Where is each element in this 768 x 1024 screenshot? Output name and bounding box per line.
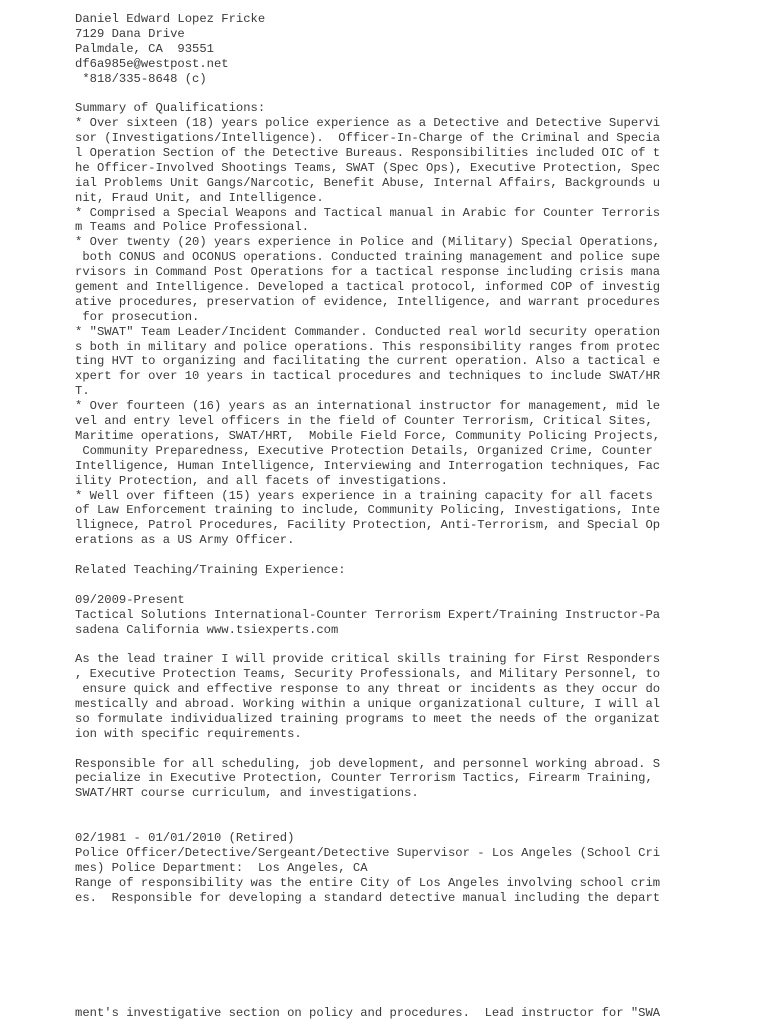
job2-line: mes) Police Department: Los Angeles, CA [75, 860, 368, 875]
summary-heading: Summary of Qualifications: [75, 101, 266, 116]
job1-title: Tactical Solutions International-Counter Terrorism Expert/Training Instructor-Pa [75, 607, 661, 622]
contact-name: Daniel Edward Lopez Fricke [75, 12, 266, 26]
job1-description: As the lead trainer I will provide critical skills training for First Responders [75, 652, 661, 667]
summary-line: * "SWAT" Team Leader/Incident Commander. Conducted real world security operation [75, 324, 661, 339]
summary-section [75, 101, 755, 548]
job1-responsibilities: Responsible for all scheduling, job development, and personnel working abroad. S [75, 756, 661, 771]
job2-line: Range of responsibility was the entire City of Los Angeles involving school crim [75, 875, 661, 890]
teaching-section [75, 563, 755, 905]
summary-line: ting HVT to organizing and facilitating the current operation. Also a tactical e [75, 354, 661, 369]
teaching-heading: Related Teaching/Training Experience: [75, 562, 346, 577]
spacer [75, 637, 755, 652]
job1-responsibilities: pecialize in Executive Protection, Counter Terrorism Tactics, Firearm Training, [75, 771, 653, 786]
summary-line: he Officer-Involved Shootings Teams, SWAT (Spec Ops), Executive Protection, Spec [75, 160, 661, 175]
summary-line: s both in military and police operations. This responsibility ranges from protec [75, 339, 661, 354]
page-footer-line: ment's investigative section on policy and procedures. Lead instructor for "SWA [75, 1006, 661, 1020]
spacer [75, 86, 755, 101]
summary-line: xpert for over 10 years in tactical procedures and techniques to include SWAT/HR [75, 369, 661, 384]
contact-email: df6a985e@westpost.net [75, 56, 229, 71]
summary-line: ility Protection, and all facets of investigations. [75, 473, 448, 488]
summary-line: for prosecution. [75, 309, 200, 324]
spacer [75, 801, 755, 816]
summary-line: m Teams and Police Professional. [75, 220, 310, 235]
summary-line: of Law Enforcement training to include, Community Policing, Investigations, Inte [75, 503, 661, 518]
summary-line: T. [75, 384, 90, 399]
job1-description: ensure quick and effective response to any threat or incidents as they occur do [75, 682, 661, 697]
job1-title: sadena California www.tsiexperts.com [75, 622, 339, 637]
summary-line: llignece, Patrol Procedures, Facility Protection, Anti-Terrorism, and Special Op [75, 518, 661, 533]
summary-line: vel and entry level officers in the field of Counter Terrorism, Critical Sites, [75, 414, 653, 429]
summary-line: ative procedures, preservation of evidence, Intelligence, and warrant procedures [75, 294, 661, 309]
summary-line: nit, Fraud Unit, and Intelligence. [75, 190, 324, 205]
contact-city: Palmdale, CA 93551 [75, 41, 214, 56]
job2-line: Police Officer/Detective/Sergeant/Detective Supervisor - Los Angeles (School Cri [75, 845, 661, 860]
job1-description: mestically and abroad. Working within a unique organizational culture, I will al [75, 696, 661, 711]
summary-line: Maritime operations, SWAT/HRT, Mobile Field Force, Community Policing Projects, [75, 428, 661, 443]
resume-document [75, 12, 755, 905]
summary-line: * Over sixteen (18) years police experience as a Detective and Detective Supervi [75, 116, 661, 131]
summary-line: Intelligence, Human Intelligence, Interviewing and Interrogation techniques, Fac [75, 458, 661, 473]
spacer [75, 742, 755, 757]
job1-responsibilities: SWAT/HRT course curriculum, and investigations. [75, 786, 419, 801]
job2-line: es. Responsible for developing a standard detective manual including the depart [75, 890, 661, 905]
job1-dates: 09/2009-Present [75, 592, 185, 607]
summary-line: gement and Intelligence. Developed a tactical protocol, informed COP of investig [75, 280, 661, 295]
contact-street: 7129 Dana Drive [75, 26, 185, 41]
summary-line: both CONUS and OCONUS operations. Conducted training management and police supe [75, 250, 661, 265]
job1-description: ion with specific requirements. [75, 726, 302, 741]
contact-phone: *818/335-8648 (c) [75, 71, 207, 86]
contact-block [75, 12, 755, 86]
spacer [75, 548, 755, 563]
summary-line: * Over fourteen (16) years as an international instructor for management, mid le [75, 399, 661, 414]
job1-description: so formulate individualized training programs to meet the needs of the organizat [75, 711, 661, 726]
summary-line: Community Preparedness, Executive Protection Details, Organized Crime, Counter [75, 443, 653, 458]
summary-line: * Comprised a Special Weapons and Tactical manual in Arabic for Counter Terroris [75, 205, 661, 220]
spacer [75, 816, 755, 831]
summary-line: sor (Investigations/Intelligence). Officer-In-Charge of the Criminal and Specia [75, 131, 661, 146]
summary-line: rvisors in Command Post Operations for a tactical response including crisis mana [75, 265, 661, 280]
summary-line: ial Problems Unit Gangs/Narcotic, Benefit Abuse, Internal Affairs, Backgrounds u [75, 175, 661, 190]
summary-line: erations as a US Army Officer. [75, 533, 295, 548]
summary-line: * Well over fifteen (15) years experience in a training capacity for all facets [75, 488, 653, 503]
job1-description: , Executive Protection Teams, Security Professionals, and Military Personnel, to [75, 667, 661, 682]
job2-dates: 02/1981 - 01/01/2010 (Retired) [75, 830, 295, 845]
spacer [75, 578, 755, 593]
summary-line: * Over twenty (20) years experience in Police and (Military) Special Operations, [75, 235, 661, 250]
summary-line: l Operation Section of the Detective Bureaus. Responsibilities included OIC of t [75, 146, 661, 161]
